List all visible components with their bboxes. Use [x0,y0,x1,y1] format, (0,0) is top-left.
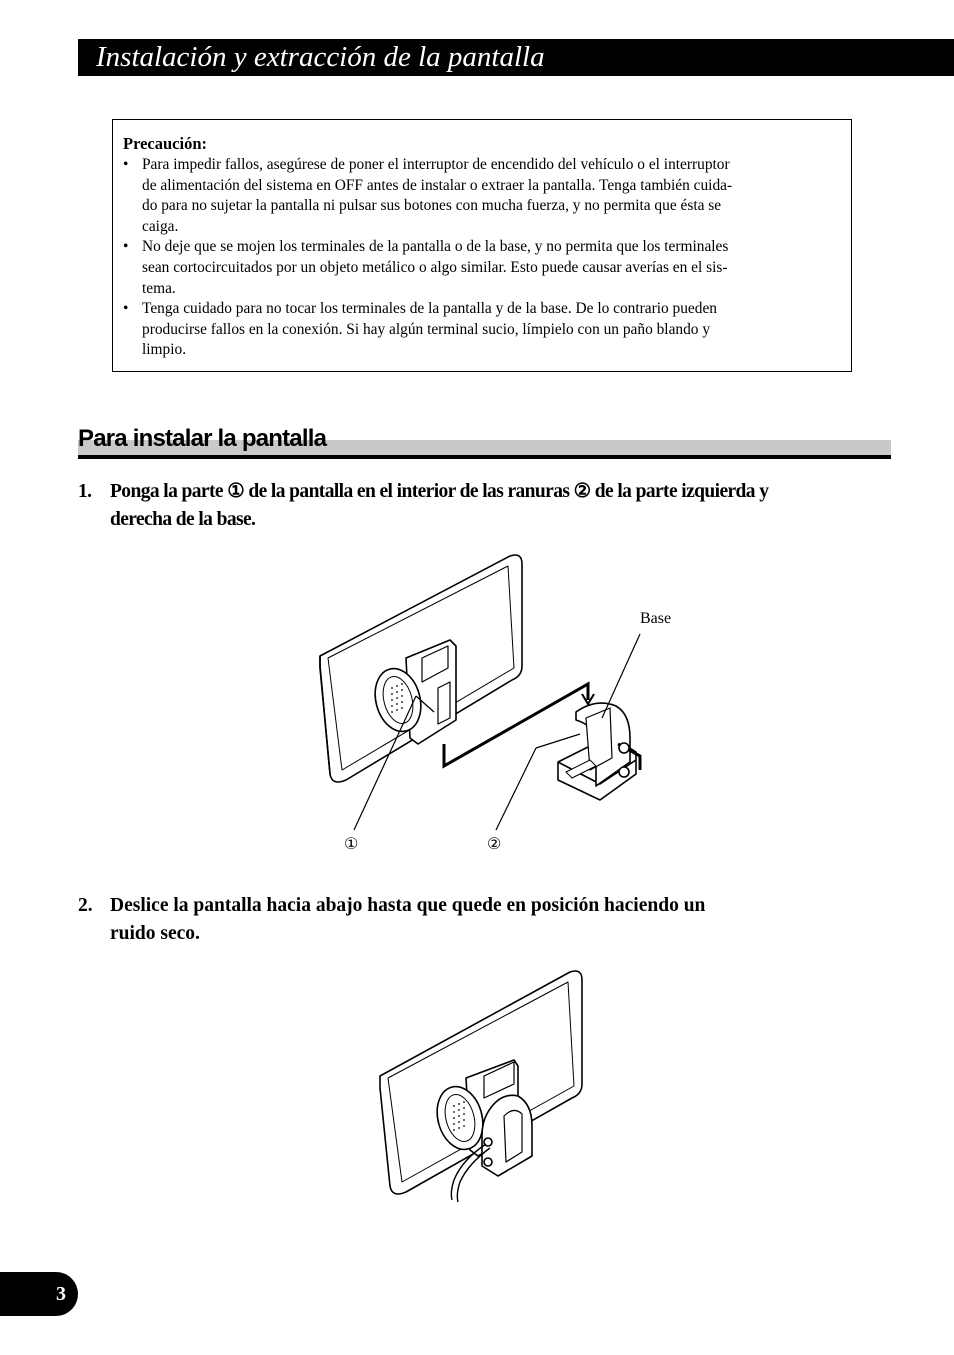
caution-line: Tenga cuidado para no tocar los terminales de la pantalla y de la base. De lo contrario pueden [142,300,717,318]
caution-line: do para no sujetar la pantalla ni pulsar sus botones con mucha fuerza, y no permita que ésta se [142,197,722,215]
caution-item [123,237,837,299]
caution-heading: Precaución: [123,134,208,153]
mounted-display-illustration [370,966,600,1204]
caution-line: sean cortocircuitados por un objeto metálico o algo similar. Esto puede causar averías en el sis- [142,258,728,276]
step-number: 2. [78,895,93,916]
page-number: 3 [56,1283,66,1305]
caution-line: limpio. [142,341,187,359]
base-label: Base [640,610,672,627]
step-line: Ponga la parte ① de la pantalla en el interior de las ranuras ② de la parte izquierda y [110,481,769,502]
caution-item [123,155,837,237]
caution-line: No deje que se mojen los terminales de la pantalla o de la base, y no permita que los terminales [142,238,729,256]
figure-display-mounted [370,966,600,1204]
section-heading-rule [78,455,891,459]
caution-box [112,119,852,372]
caution-line: de alimentación del sistema en OFF antes de instalar o extraer la pantalla. Tenga también cuida- [142,176,733,194]
step-text [110,478,768,534]
callout-2: ② [487,836,502,853]
caution-line: tema. [142,279,176,297]
step-line: Deslice la pantalla hacia abajo hasta que quede en posición haciendo un [110,895,706,916]
caution-line: Para impedir fallos, asegúrese de poner el interruptor de encendido del vehículo o el interruptor [142,156,730,173]
section-heading [78,424,891,460]
page-title: Instalación y extracción de la pantalla [96,41,545,73]
bullet: • [123,156,129,173]
step-line: derecha de la base. [110,509,256,530]
caution-line: caiga. [142,217,179,235]
caution-line: producirse fallos en la conexión. Si hay algún terminal sucio, límpielo con un paño blando y [142,320,711,338]
caution-item [123,299,837,361]
display-and-base-illustration [310,548,690,858]
base-unit [558,703,640,800]
figure-install-display [310,548,690,858]
callout-1: ① [344,836,359,853]
page-number-tab [0,1272,78,1316]
step-text [110,892,705,948]
caution-list [123,155,837,361]
section-title: Para instalar la pantalla [78,425,327,452]
page-title-bar [78,39,954,76]
bullet: • [123,238,129,256]
step-number: 1. [78,481,92,502]
bullet: • [123,300,129,318]
step-line: ruido seco. [110,923,200,944]
